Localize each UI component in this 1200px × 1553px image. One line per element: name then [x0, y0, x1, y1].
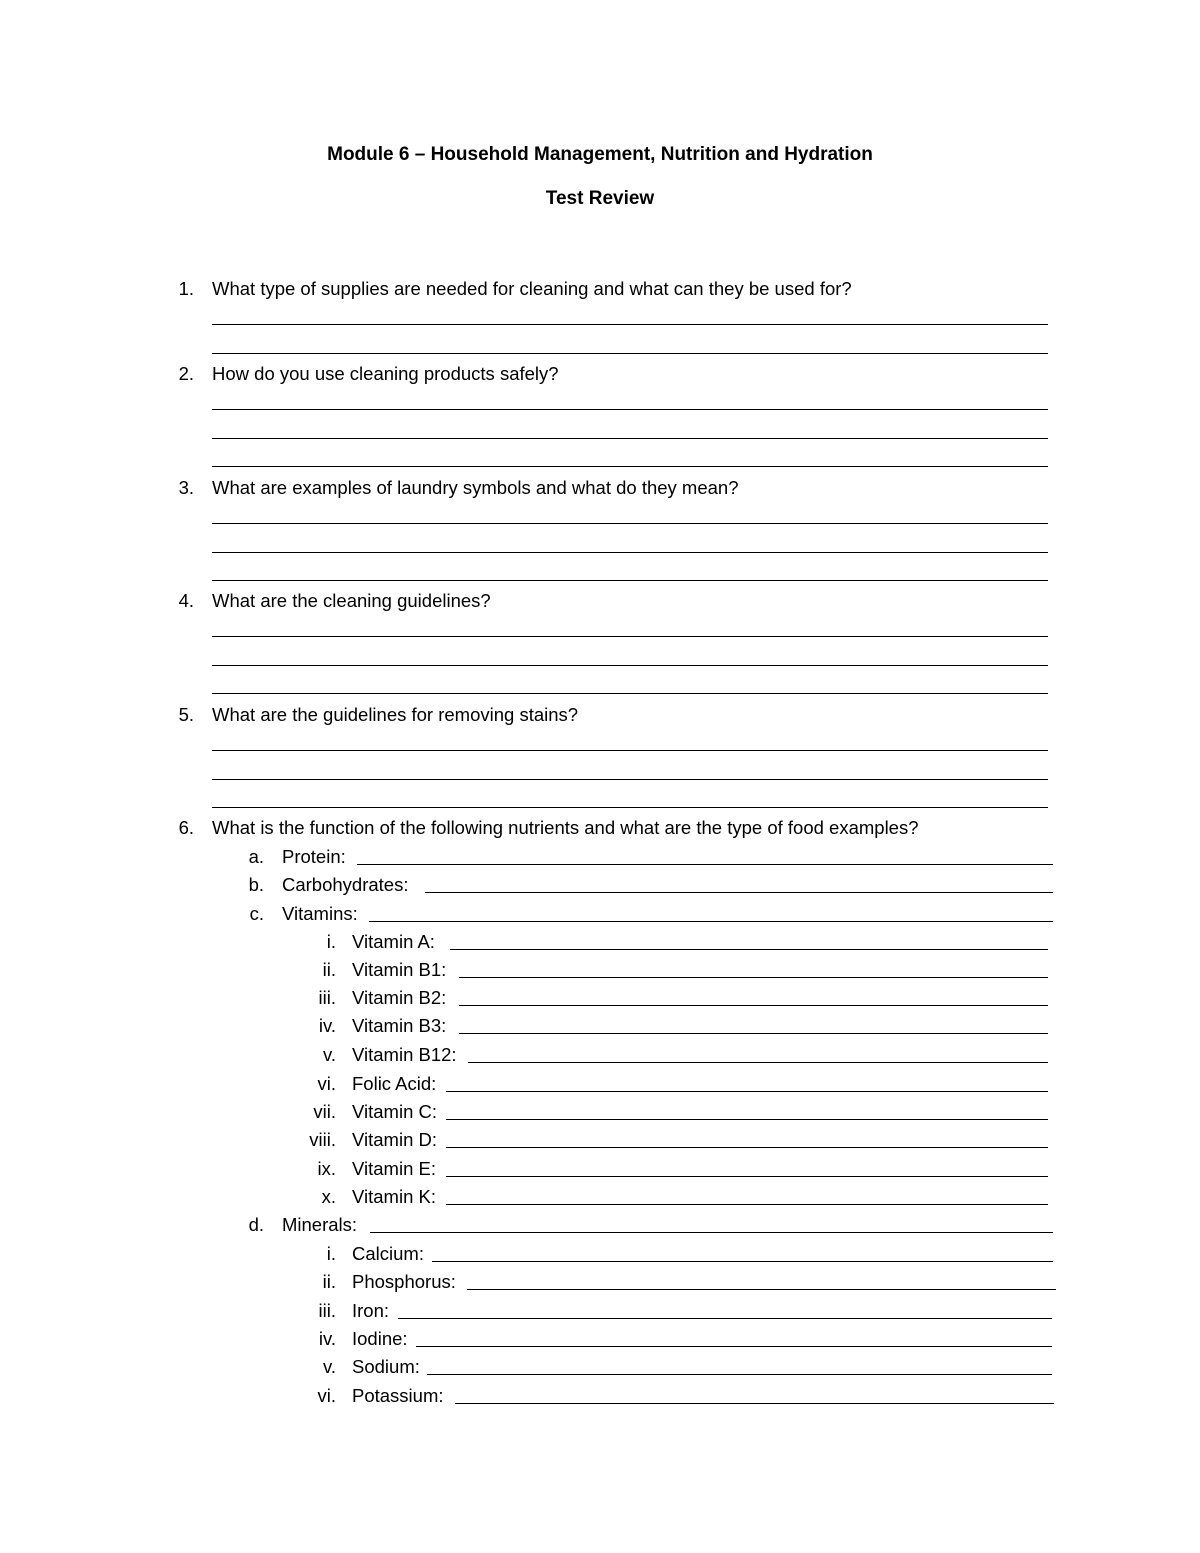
item-label: Vitamin B3: [352, 1015, 447, 1036]
question-text: What is the function of the following nutrients and what are the type of food examples? [212, 817, 919, 838]
item-label: Potassium: [352, 1385, 444, 1406]
item-marker: ix. [317, 1158, 336, 1179]
answer-blank[interactable] [425, 892, 1053, 893]
document-subtitle: Test Review [545, 188, 655, 209]
item-marker: v. [322, 1044, 336, 1065]
answer-line[interactable] [212, 324, 1048, 325]
question-text: What are the guidelines for removing stains? [212, 704, 579, 725]
answer-blank[interactable] [357, 864, 1053, 865]
item-marker: x. [321, 1186, 336, 1207]
item-marker: vi. [317, 1385, 336, 1406]
question-number: 4. [178, 590, 194, 611]
answer-blank[interactable] [446, 1204, 1048, 1205]
answer-blank[interactable] [446, 1147, 1048, 1148]
question-number: 3. [178, 477, 194, 498]
item-label: Vitamin B1: [352, 959, 447, 980]
item-marker: c. [249, 903, 264, 924]
item-marker: i. [326, 931, 336, 952]
answer-blank[interactable] [398, 1318, 1052, 1319]
answer-blank[interactable] [468, 1062, 1048, 1063]
answer-blank[interactable] [432, 1261, 1053, 1262]
item-label: Minerals: [282, 1214, 358, 1235]
item-marker: v. [322, 1356, 336, 1377]
item-label: Vitamin B12: [352, 1044, 457, 1065]
answer-line[interactable] [212, 438, 1048, 439]
answer-line[interactable] [212, 636, 1048, 637]
answer-blank[interactable] [459, 977, 1048, 978]
item-marker: iii. [318, 987, 336, 1008]
answer-line[interactable] [212, 693, 1048, 694]
item-label: Vitamin K: [352, 1186, 436, 1207]
item-marker: iv. [318, 1328, 336, 1349]
item-marker: iv. [318, 1015, 336, 1036]
item-marker: viii. [309, 1129, 336, 1150]
answer-line[interactable] [212, 353, 1048, 354]
item-marker: ii. [322, 1271, 336, 1292]
answer-blank[interactable] [459, 1033, 1048, 1034]
answer-blank[interactable] [450, 949, 1048, 950]
answer-blank[interactable] [369, 921, 1053, 922]
question-text: How do you use cleaning products safely? [212, 363, 559, 384]
answer-line[interactable] [212, 665, 1048, 666]
item-marker: i. [326, 1243, 336, 1264]
answer-blank[interactable] [446, 1176, 1048, 1177]
answer-blank[interactable] [455, 1403, 1054, 1404]
item-label: Carbohydrates: [282, 874, 409, 895]
item-marker: vii. [313, 1101, 336, 1122]
document-title: Module 6 – Household Management, Nutrition and Hydration [327, 144, 873, 165]
item-label: Vitamin E: [352, 1158, 436, 1179]
answer-blank[interactable] [446, 1091, 1048, 1092]
item-label: Protein: [282, 846, 346, 867]
question-text: What type of supplies are needed for cleaning and what can they be used for? [212, 278, 852, 299]
item-label: Phosphorus: [352, 1271, 456, 1292]
answer-line[interactable] [212, 466, 1048, 467]
item-marker: iii. [318, 1300, 336, 1321]
item-marker: vi. [317, 1073, 336, 1094]
item-marker: d. [248, 1214, 264, 1235]
answer-line[interactable] [212, 750, 1048, 751]
item-label: Iron: [352, 1300, 390, 1321]
answer-blank[interactable] [459, 1005, 1048, 1006]
item-marker: ii. [322, 959, 336, 980]
item-label: Vitamin A: [352, 931, 435, 952]
answer-line[interactable] [212, 807, 1048, 808]
answer-line[interactable] [212, 409, 1048, 410]
question-number: 2. [178, 363, 194, 384]
item-label: Vitamin C: [352, 1101, 437, 1122]
question-text: What are the cleaning guidelines? [212, 590, 491, 611]
item-label: Vitamins: [282, 903, 358, 924]
item-marker: a. [248, 846, 264, 867]
item-label: Vitamin B2: [352, 987, 447, 1008]
answer-line[interactable] [212, 552, 1048, 553]
answer-blank[interactable] [467, 1289, 1056, 1290]
answer-blank[interactable] [416, 1346, 1052, 1347]
question-number: 6. [178, 817, 194, 838]
answer-line[interactable] [212, 779, 1048, 780]
item-label: Vitamin D: [352, 1129, 437, 1150]
item-marker: b. [248, 874, 264, 895]
question-text: What are examples of laundry symbols and what do they mean? [212, 477, 739, 498]
answer-blank[interactable] [427, 1374, 1052, 1375]
question-number: 1. [178, 278, 194, 299]
item-label: Iodine: [352, 1328, 408, 1349]
item-label: Sodium: [352, 1356, 420, 1377]
answer-blank[interactable] [370, 1232, 1053, 1233]
answer-blank[interactable] [446, 1119, 1048, 1120]
answer-line[interactable] [212, 580, 1048, 581]
item-label: Folic Acid: [352, 1073, 437, 1094]
question-number: 5. [178, 704, 194, 725]
answer-line[interactable] [212, 523, 1048, 524]
item-label: Calcium: [352, 1243, 424, 1264]
